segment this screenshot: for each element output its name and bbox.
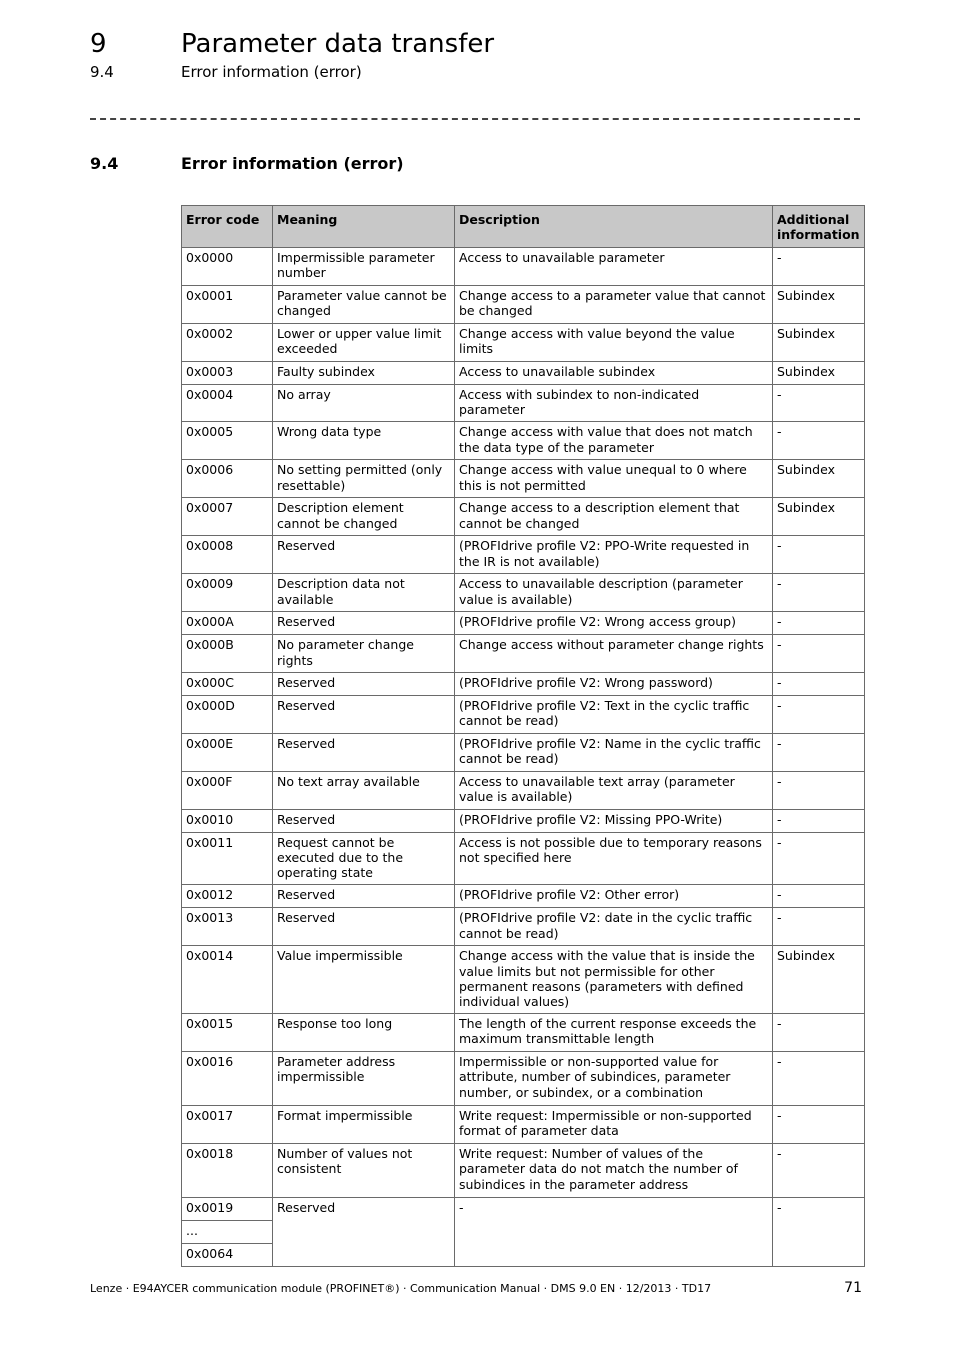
meaning-cell: Response too long xyxy=(273,1014,455,1052)
additional-info-cell: Subindex xyxy=(773,324,865,362)
meaning-cell: Parameter address impermissible xyxy=(273,1052,455,1106)
description-cell: Change access without parameter change rights xyxy=(455,635,773,672)
error-code-cell: 0x0010 xyxy=(182,809,273,832)
table-row xyxy=(182,536,865,574)
table-row xyxy=(182,498,865,536)
error-code-cell: 0x0012 xyxy=(182,885,273,908)
meaning-cell: Impermissible parameter number xyxy=(273,248,455,286)
meaning-cell: Format impermissible xyxy=(273,1106,455,1144)
meaning-cell: No text array available xyxy=(273,771,455,809)
error-code-cell: 0x0007 xyxy=(182,498,273,536)
error-code-cell: 0x0000 xyxy=(182,248,273,286)
error-code-cell: 0x0013 xyxy=(182,908,273,946)
error-code-cell: 0x0019 xyxy=(182,1198,273,1221)
additional-info-cell: Subindex xyxy=(773,498,865,536)
error-code-cell: ... xyxy=(182,1221,273,1244)
description-cell: Change access to a parameter value that cannot be changed xyxy=(455,286,773,324)
additional-info-cell: Subindex xyxy=(773,946,865,1014)
meaning-cell: Number of values not consistent xyxy=(273,1144,455,1198)
description-cell: Access to unavailable text array (parameter value is available) xyxy=(455,771,773,809)
meaning-cell: Reserved xyxy=(273,1198,455,1267)
header-section-number: 9.4 xyxy=(90,63,114,81)
description-cell: Change access with value unequal to 0 where this is not permitted xyxy=(455,460,773,498)
additional-info-cell: - xyxy=(773,809,865,832)
error-code-cell: 0x0001 xyxy=(182,286,273,324)
additional-info-cell: - xyxy=(773,536,865,574)
meaning-cell: Reserved xyxy=(273,908,455,946)
meaning-cell: Lower or upper value limit exceeded xyxy=(273,324,455,362)
meaning-cell: Request cannot be executed due to the operating state xyxy=(273,832,455,885)
table-row xyxy=(182,832,865,885)
error-code-cell: 0x0006 xyxy=(182,460,273,498)
error-code-cell: 0x0016 xyxy=(182,1052,273,1106)
additional-info-cell: - xyxy=(773,908,865,946)
additional-info-cell: - xyxy=(773,672,865,695)
error-code-cell: 0x0014 xyxy=(182,946,273,1014)
error-code-cell: 0x000C xyxy=(182,672,273,695)
table-row xyxy=(182,422,865,460)
description-cell: Change access with value that does not match the data type of the parameter xyxy=(455,422,773,460)
meaning-cell: No setting permitted (only resettable) xyxy=(273,460,455,498)
table-row xyxy=(182,286,865,324)
header-divider xyxy=(90,118,860,120)
meaning-cell: Wrong data type xyxy=(273,422,455,460)
additional-info-cell: - xyxy=(773,1014,865,1052)
meaning-cell: No parameter change rights xyxy=(273,635,455,672)
additional-info-cell: - xyxy=(773,1198,865,1267)
description-cell: (PROFIdrive profile V2: Other error) xyxy=(455,885,773,908)
description-cell: (PROFIdrive profile V2: Wrong access group) xyxy=(455,612,773,635)
error-code-cell: 0x0009 xyxy=(182,574,273,612)
description-cell: Access to unavailable subindex xyxy=(455,362,773,385)
chapter-number: 9 xyxy=(90,29,107,59)
additional-info-cell: Subindex xyxy=(773,286,865,324)
additional-info-cell: Subindex xyxy=(773,460,865,498)
meaning-cell: Reserved xyxy=(273,672,455,695)
table-row-reserved-range-start xyxy=(182,1198,865,1221)
additional-info-cell: - xyxy=(773,695,865,733)
table-row xyxy=(182,733,865,771)
table-row xyxy=(182,1144,865,1198)
error-code-cell: 0x000F xyxy=(182,771,273,809)
footer-document-info: Lenze · E94AYCER communication module (PROFINET®) · Communication Manual · DMS 9.0 EN · 12/2013 · TD17 xyxy=(90,1282,712,1295)
additional-info-cell: - xyxy=(773,385,865,422)
description-cell: Access is not possible due to temporary reasons not specified here xyxy=(455,832,773,885)
meaning-cell: Reserved xyxy=(273,612,455,635)
description-cell: Impermissible or non-supported value for attribute, number of subindices, parameter number, or subindex, or a combination xyxy=(455,1052,773,1106)
table-row xyxy=(182,809,865,832)
error-code-cell: 0x0064 xyxy=(182,1244,273,1267)
table-row xyxy=(182,771,865,809)
description-cell: Access to unavailable description (parameter value is available) xyxy=(455,574,773,612)
error-code-cell: 0x000B xyxy=(182,635,273,672)
additional-info-cell: Subindex xyxy=(773,362,865,385)
description-cell: Access with subindex to non-indicated parameter xyxy=(455,385,773,422)
description-cell: (PROFIdrive profile V2: Name in the cyclic traffic cannot be read) xyxy=(455,733,773,771)
table-header-row xyxy=(182,206,865,248)
additional-info-cell: - xyxy=(773,612,865,635)
description-cell: The length of the current response exceeds the maximum transmittable length xyxy=(455,1014,773,1052)
additional-info-cell: - xyxy=(773,733,865,771)
error-code-cell: 0x000E xyxy=(182,733,273,771)
table-row xyxy=(182,248,865,286)
meaning-cell: Reserved xyxy=(273,536,455,574)
additional-info-cell: - xyxy=(773,832,865,885)
table-row xyxy=(182,946,865,1014)
error-code-cell: 0x0004 xyxy=(182,385,273,422)
error-code-cell: 0x0011 xyxy=(182,832,273,885)
additional-info-cell: - xyxy=(773,574,865,612)
table-row xyxy=(182,1106,865,1144)
header-section-title: Error information (error) xyxy=(181,63,362,81)
page-number: 71 xyxy=(844,1280,862,1296)
additional-info-cell: - xyxy=(773,635,865,672)
column-header-meaning: Meaning xyxy=(273,206,455,248)
additional-info-cell: - xyxy=(773,422,865,460)
additional-info-cell: - xyxy=(773,1144,865,1198)
additional-info-cell: - xyxy=(773,248,865,286)
description-cell: Change access with value beyond the value limits xyxy=(455,324,773,362)
description-cell: Access to unavailable parameter xyxy=(455,248,773,286)
additional-info-cell: - xyxy=(773,771,865,809)
error-code-cell: 0x0008 xyxy=(182,536,273,574)
column-header-description: Description xyxy=(455,206,773,248)
table-row xyxy=(182,362,865,385)
table-row xyxy=(182,574,865,612)
chapter-title: Parameter data transfer xyxy=(181,29,495,59)
table-row xyxy=(182,635,865,672)
table-row xyxy=(182,908,865,946)
table-row xyxy=(182,1052,865,1106)
table-row xyxy=(182,885,865,908)
additional-info-cell: - xyxy=(773,1052,865,1106)
description-cell: (PROFIdrive profile V2: Text in the cyclic traffic cannot be read) xyxy=(455,695,773,733)
additional-info-cell: - xyxy=(773,885,865,908)
error-code-cell: 0x000A xyxy=(182,612,273,635)
description-cell: (PROFIdrive profile V2: PPO-Write requested in the IR is not available) xyxy=(455,536,773,574)
meaning-cell: Faulty subindex xyxy=(273,362,455,385)
error-code-cell: 0x0002 xyxy=(182,324,273,362)
meaning-cell: Reserved xyxy=(273,733,455,771)
description-cell: (PROFIdrive profile V2: Wrong password) xyxy=(455,672,773,695)
meaning-cell: No array xyxy=(273,385,455,422)
description-cell: Write request: Impermissible or non-supported format of parameter data xyxy=(455,1106,773,1144)
additional-info-cell: - xyxy=(773,1106,865,1144)
table-row xyxy=(182,460,865,498)
table-row xyxy=(182,1014,865,1052)
table-row xyxy=(182,612,865,635)
description-cell: - xyxy=(455,1198,773,1267)
description-cell: Change access to a description element that cannot be changed xyxy=(455,498,773,536)
meaning-cell: Reserved xyxy=(273,809,455,832)
section-heading: Error information (error) xyxy=(181,154,404,173)
table-row xyxy=(182,695,865,733)
error-code-table xyxy=(181,205,865,1267)
meaning-cell: Reserved xyxy=(273,885,455,908)
error-code-cell: 0x0005 xyxy=(182,422,273,460)
description-cell: (PROFIdrive profile V2: Missing PPO-Write) xyxy=(455,809,773,832)
meaning-cell: Description element cannot be changed xyxy=(273,498,455,536)
error-code-cell: 0x0015 xyxy=(182,1014,273,1052)
error-code-cell: 0x0003 xyxy=(182,362,273,385)
table-row xyxy=(182,324,865,362)
column-header-additional-info: Additional information xyxy=(773,206,865,248)
error-code-cell: 0x0018 xyxy=(182,1144,273,1198)
description-cell: Change access with the value that is inside the value limits but not permissible for other permanent reasons (parameters with defined individual values) xyxy=(455,946,773,1014)
description-cell: (PROFIdrive profile V2: date in the cyclic traffic cannot be read) xyxy=(455,908,773,946)
table-row xyxy=(182,672,865,695)
meaning-cell: Value impermissible xyxy=(273,946,455,1014)
meaning-cell: Parameter value cannot be changed xyxy=(273,286,455,324)
column-header-error-code: Error code xyxy=(182,206,273,248)
meaning-cell: Reserved xyxy=(273,695,455,733)
table-row xyxy=(182,385,865,422)
description-cell: Write request: Number of values of the parameter data do not match the number of subindices in the parameter address xyxy=(455,1144,773,1198)
section-number: 9.4 xyxy=(90,154,119,173)
meaning-cell: Description data not available xyxy=(273,574,455,612)
error-code-cell: 0x0017 xyxy=(182,1106,273,1144)
error-code-cell: 0x000D xyxy=(182,695,273,733)
